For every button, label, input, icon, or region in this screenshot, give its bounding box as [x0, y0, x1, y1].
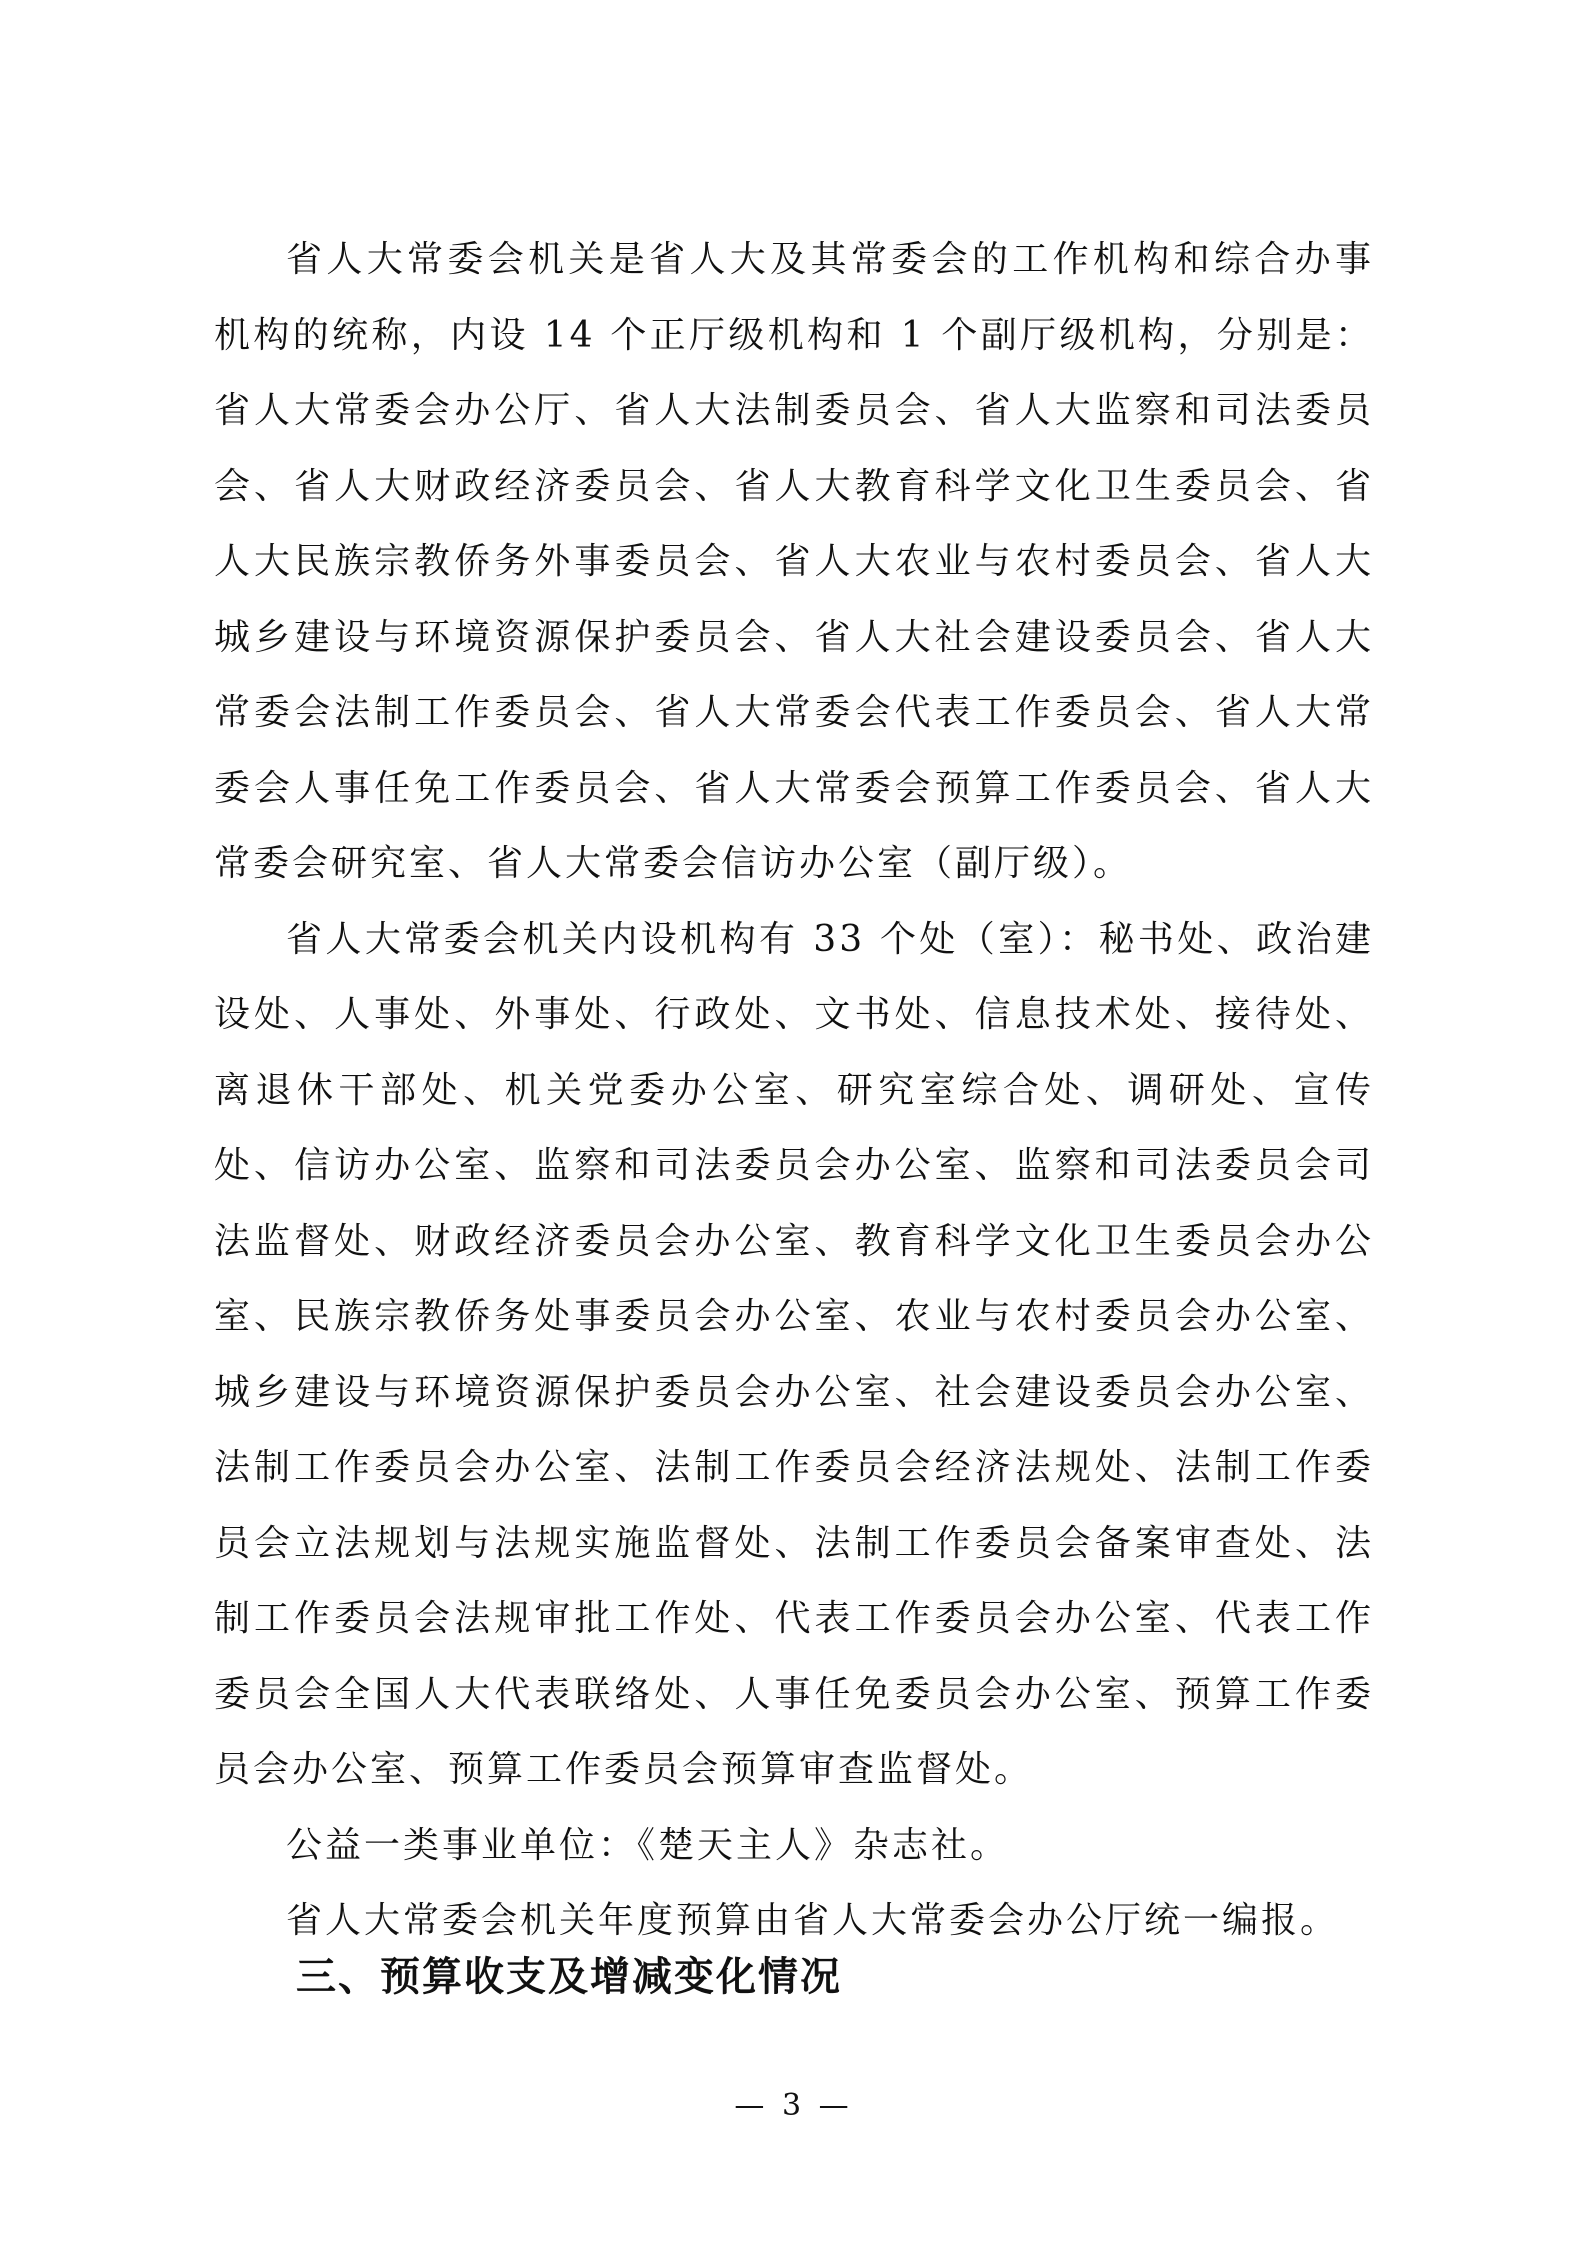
paragraph-internal-divisions: 省人大常委会机关内设机构有 33 个处（室）：秘书处、政治建设处、人事处、外事处、行政处、文书处、信息技术处、接待处、离退休干部处、机关党委办公室、研究室综合处、调研处、宣传处、信访办公室、监察和司法委员会办公室、监察和司法委员会司法监督处、财政经济委员会办公室、教育科学文化卫生委员会办公室、民族宗教侨务处事委员会办公室、农业与农村委员会办公室、城乡建设与环境资源保护委员会办公室、社会建设委员会办公室、法制工作委员会办公室、法制工作委员会经济法规处、法制工作委员会立法规划与法规实施监督处、法制工作委员会备案审查处、法制工作委员会法规审批工作处、代表工作委员会办公室、代表工作委员会全国人大代表联络处、人事任免委员会办公室、预算工作委员会办公室、预算工作委员会预算审查监督处。 — [214, 918, 1374, 1790]
section-heading: 三、预算收支及增减变化情况 — [296, 1954, 842, 2000]
document-body — [214, 222, 1374, 1959]
paragraph-organization-overview: 省人大常委会机关是省人大及其常委会的工作机构和综合办事机构的统称，内设 14 个正厅级机构和 1 个副厅级机构，分别是：省人大常委会办公厅、省人大法制委员会、省人大监察和司法委员会、省人大财政经济委员会、省人大教育科学文化卫生委员会、省人大民族宗教侨务外事委员会、省人大农业与农村委员会、省人大城乡建设与环境资源保护委员会、省人大社会建设委员会、省人大常委会法制工作委员会、省人大常委会代表工作委员会、省人大常委会人事任免工作委员会、省人大常委会预算工作委员会、省人大常委会研究室、省人大常委会信访办公室（副厅级）。 — [214, 239, 1374, 884]
paragraph-budget-compilation: 省人大常委会机关年度预算由省人大常委会办公厅统一编报。 — [286, 1900, 1340, 1941]
paragraph-public-institution: 公益一类事业单位：《楚天主人》杂志社。 — [286, 1824, 1010, 1866]
page-number: — 3 — — [734, 2088, 853, 2123]
